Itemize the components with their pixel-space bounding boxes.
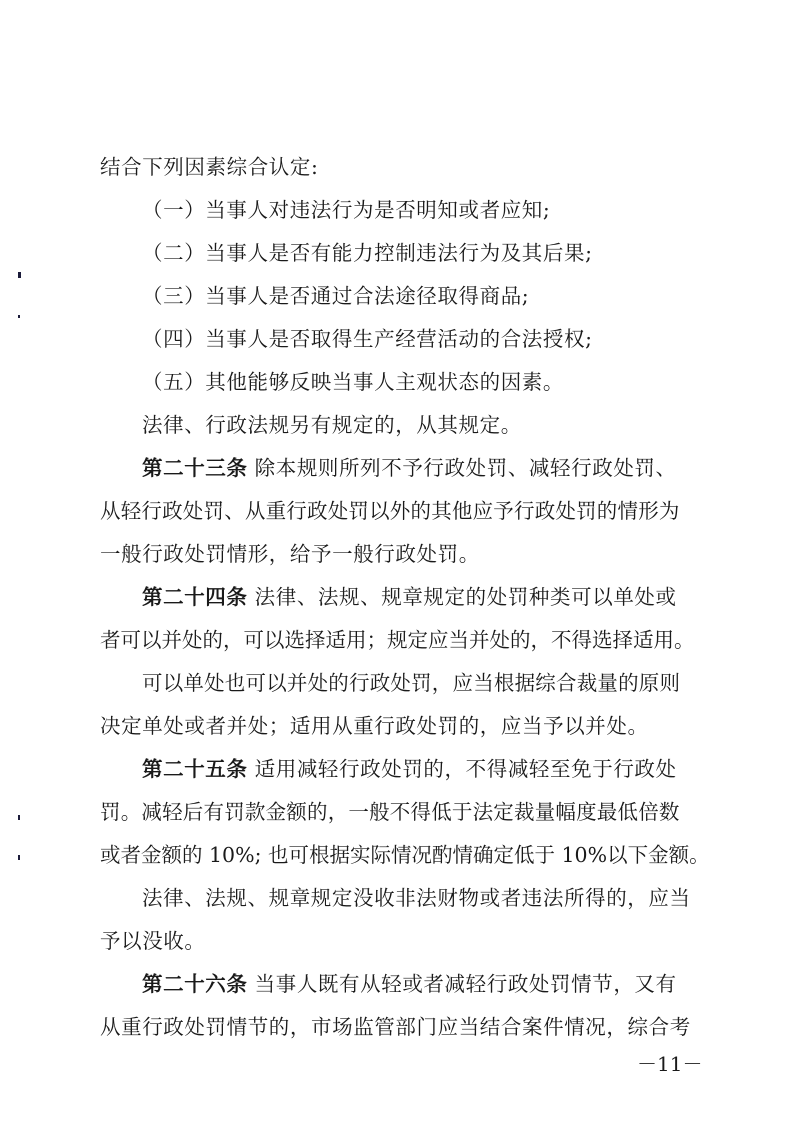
list-item: （一）当事人对违法行为是否明知或者应知; (142, 198, 551, 222)
article-text: 除本规则所列不予行政处罚、减轻行政处罚、 (254, 456, 677, 480)
article-title: 第二十六条 (142, 972, 248, 996)
article-text: 适用减轻行政处罚的，不得减轻至免于行政处 (254, 757, 677, 781)
list-item: （三）当事人是否通过合法途径取得商品; (142, 284, 530, 308)
body-text-line: 从重行政处罚情节的，市场监管部门应当结合案件情况，综合考 (100, 1015, 691, 1039)
article-23-first-line (142, 454, 677, 482)
list-item: （二）当事人是否有能力控制违法行为及其后果; (142, 241, 593, 265)
body-text-line: 法律、法规、规章规定没收非法财物或者违法所得的，应当 (142, 886, 691, 910)
article-title: 第二十三条 (142, 456, 248, 480)
scan-mark (18, 315, 20, 318)
article-26-first-line (142, 970, 677, 998)
article-title: 第二十四条 (142, 585, 248, 609)
article-24-first-line (142, 583, 677, 611)
body-text-line: 罚。减轻后有罚款金额的，一般不得低于法定裁量幅度最低倍数 (100, 800, 680, 824)
body-text-line: 予以没收。 (100, 929, 206, 953)
list-item: （四）当事人是否取得生产经营活动的合法授权; (142, 327, 593, 351)
body-text-line: 可以单处也可以并处的行政处罚，应当根据综合裁量的原则 (142, 671, 681, 695)
body-text-line: 从轻行政处罚、从重行政处罚以外的其他应予行政处罚的情形为 (100, 499, 680, 523)
body-text-line: 结合下列因素综合认定: (100, 155, 319, 179)
page-number: －11－ (637, 1052, 703, 1076)
body-text-line: 法律、行政法规另有规定的，从其规定。 (142, 413, 522, 437)
body-text-line: 者可以并处的，可以选择适用；规定应当并处的，不得选择适用。 (100, 628, 695, 652)
body-text-line: 决定单处或者并处；适用从重行政处罚的，应当予以并处。 (100, 714, 649, 738)
article-text: 法律、法规、规章规定的处罚种类可以单处或 (254, 585, 677, 609)
body-text-line: 一般行政处罚情形，给予一般行政处罚。 (100, 542, 480, 566)
article-25-first-line (142, 755, 677, 783)
scan-mark (18, 855, 20, 860)
scan-mark (18, 272, 21, 278)
article-title: 第二十五条 (142, 757, 248, 781)
body-text-line: 或者金额的 10%; 也可根据实际情况酌情确定低于 10%以下金额。 (100, 843, 710, 867)
list-item: （五）其他能够反映当事人主观状态的因素。 (142, 370, 564, 394)
article-text: 当事人既有从轻或者减轻行政处罚情节，又有 (254, 972, 677, 996)
scan-mark (18, 815, 20, 820)
